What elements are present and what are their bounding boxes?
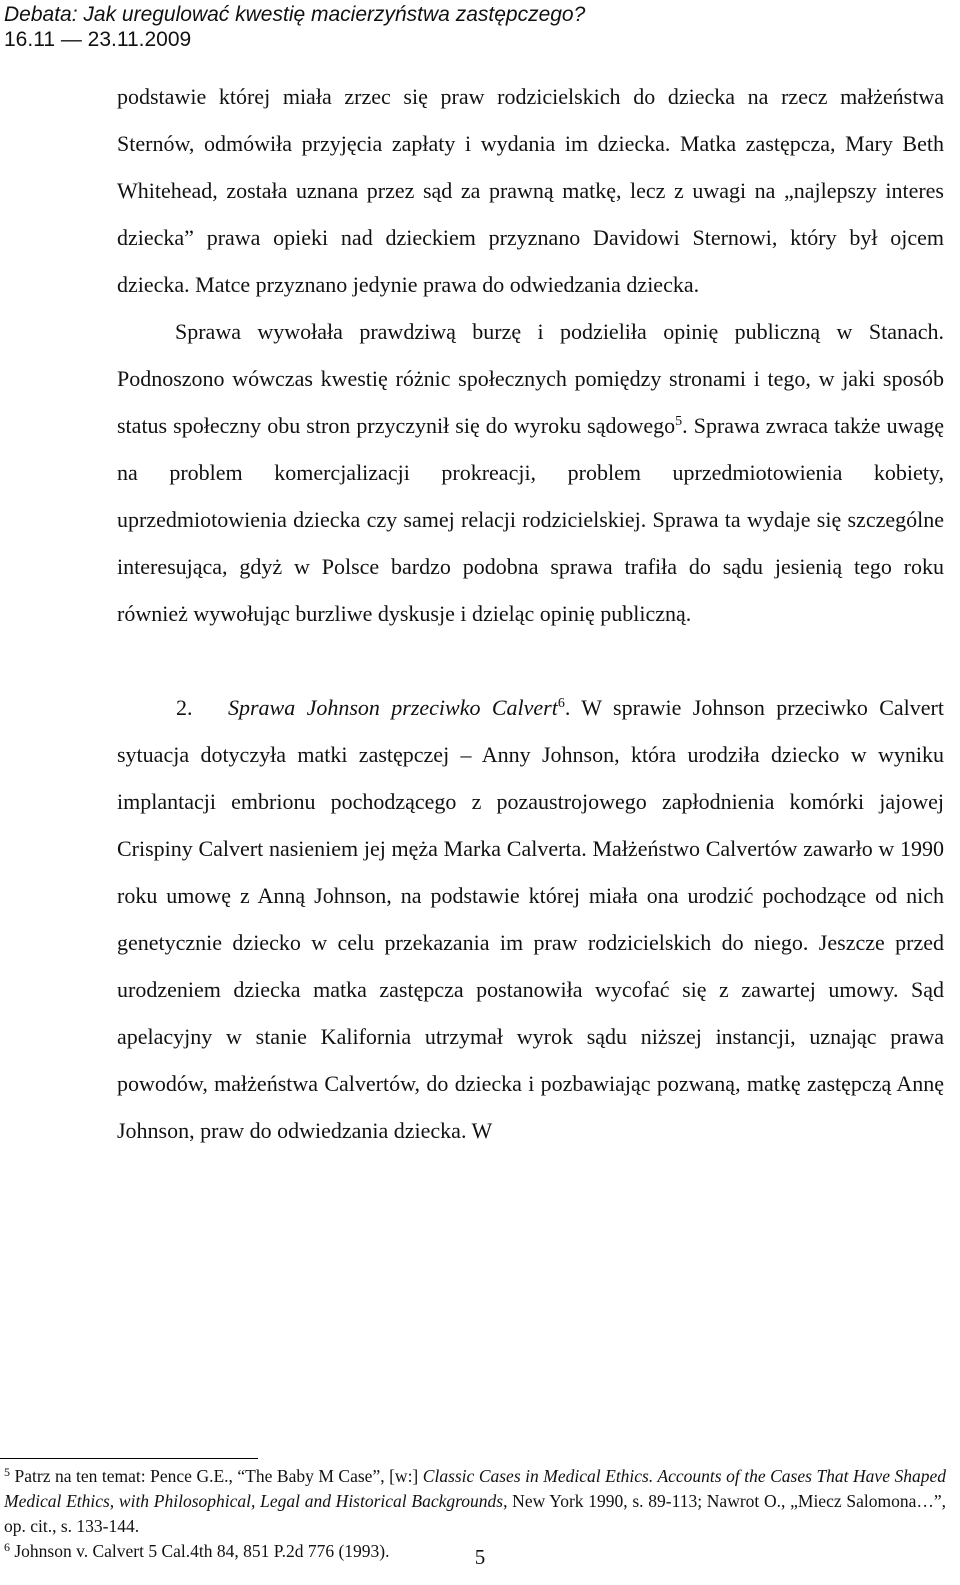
- section-2-text: . W sprawie Johnson przeciwko Calvert sytuacja dotyczyła matki zastępczej – Anny Johnson, która urodziła dziecko w wyniku implantacji embrionu pochodzącego z pozaustrojowego zapłodnienia komórki jajowej Crispiny Calvert nasieniem jej męża Marka Calverta. Małżeństwo Calvertów zawarło w 1990 roku umowę z Anną Johnson, na podstawie której miała ona urodzić pochodzące od nich genetycznie dziecko w celu przekazania im praw rodzicielskich do niego. Jeszcze przed urodzeniem dziecka matka zastępcza postanowiła wycofać się z zawartej umowy. Sąd apelacyjny w stanie Kalifornia utrzymał wyrok sądu niższej instancji, uznając prawa powodów, małżeństwa Calvertów, do dziecka i pozbawiając pozwaną, matkę zastępczą Annę Johnson, praw do odwiedzania dziecka. W: [117, 695, 944, 1143]
- paragraph-2-part-b: . Sprawa zwraca także uwagę na problem komercjalizacji prokreacji, problem uprzedmiotowienia kobiety, uprzedmiotowienia dziecka czy samej relacji rodzicielskiej. Sprawa ta wydaje się szczególne interesująca, gdyż w Polsce bardzo podobna sprawa trafiła do sądu jesienią tego roku również wywołując burzliwe dyskusje i dzieląc opinię publiczną.: [117, 413, 945, 626]
- footnote-6-number: 6: [4, 1540, 10, 1554]
- section-2: [117, 684, 944, 1154]
- main-text: [117, 73, 944, 1154]
- footnote-5-number: 5: [4, 1465, 10, 1479]
- footnote-separator: [0, 1458, 258, 1459]
- footnote-6-text: Johnson v. Calvert 5 Cal.4th 84, 851 P.2d 776 (1993).: [10, 1541, 390, 1561]
- footnote-5-text-a: Patrz na ten temat: Pence G.E., “The Baby M Case”, [w:]: [10, 1466, 423, 1486]
- page-number: 5: [474, 1545, 486, 1569]
- paragraph-2-part-a: Sprawa wywołała prawdziwą burzę i podzieliła opinię publiczną w Stanach. Podnoszono wówczas kwestię różnic społecznych pomiędzy stronami i tego, w jaki sposób status społeczny obu stron przyczynił się do wyroku sądowego: [117, 319, 944, 438]
- section-2-number: 2.: [176, 695, 193, 720]
- footnote-ref-5[interactable]: 5: [675, 414, 683, 429]
- document-header: [4, 2, 585, 52]
- header-dates: 16.11 — 23.11.2009: [4, 28, 192, 51]
- footnote-5: [4, 1464, 946, 1539]
- footnote-ref-6[interactable]: 6: [557, 696, 565, 711]
- footnote-5-text-b: , New York 1990, s. 89-113; Nawrot O., „Miecz Salomona…”, op. cit., s. 133-144.: [4, 1491, 946, 1536]
- paragraph-2: [117, 308, 944, 637]
- footnote-5-title: Classic Cases in Medical Ethics. Accounts of the Cases That Have Shaped Medical Ethics, with Philosophical, Legal and Historical Backgrounds: [4, 1466, 947, 1511]
- section-2-title: Sprawa Johnson przeciwko Calvert: [228, 695, 558, 720]
- header-title: Debata: Jak uregulować kwestię macierzyństwa zastępczego?: [4, 3, 586, 26]
- paragraph-1: podstawie której miała zrzec się praw rodzicielskich do dziecka na rzecz małżeństwa Sternów, odmówiła przyjęcia zapłaty i wydania im dziecka. Matka zastępcza, Mary Beth Whitehead, została uznana przez sąd za prawną matkę, lecz z uwagi na „najlepszy interes dziecka” prawa opieki nad dzieckiem przyznano Davidowi Sternowi, który był ojcem dziecka. Matce przyznano jedynie prawa do odwiedzania dziecka.: [117, 84, 944, 297]
